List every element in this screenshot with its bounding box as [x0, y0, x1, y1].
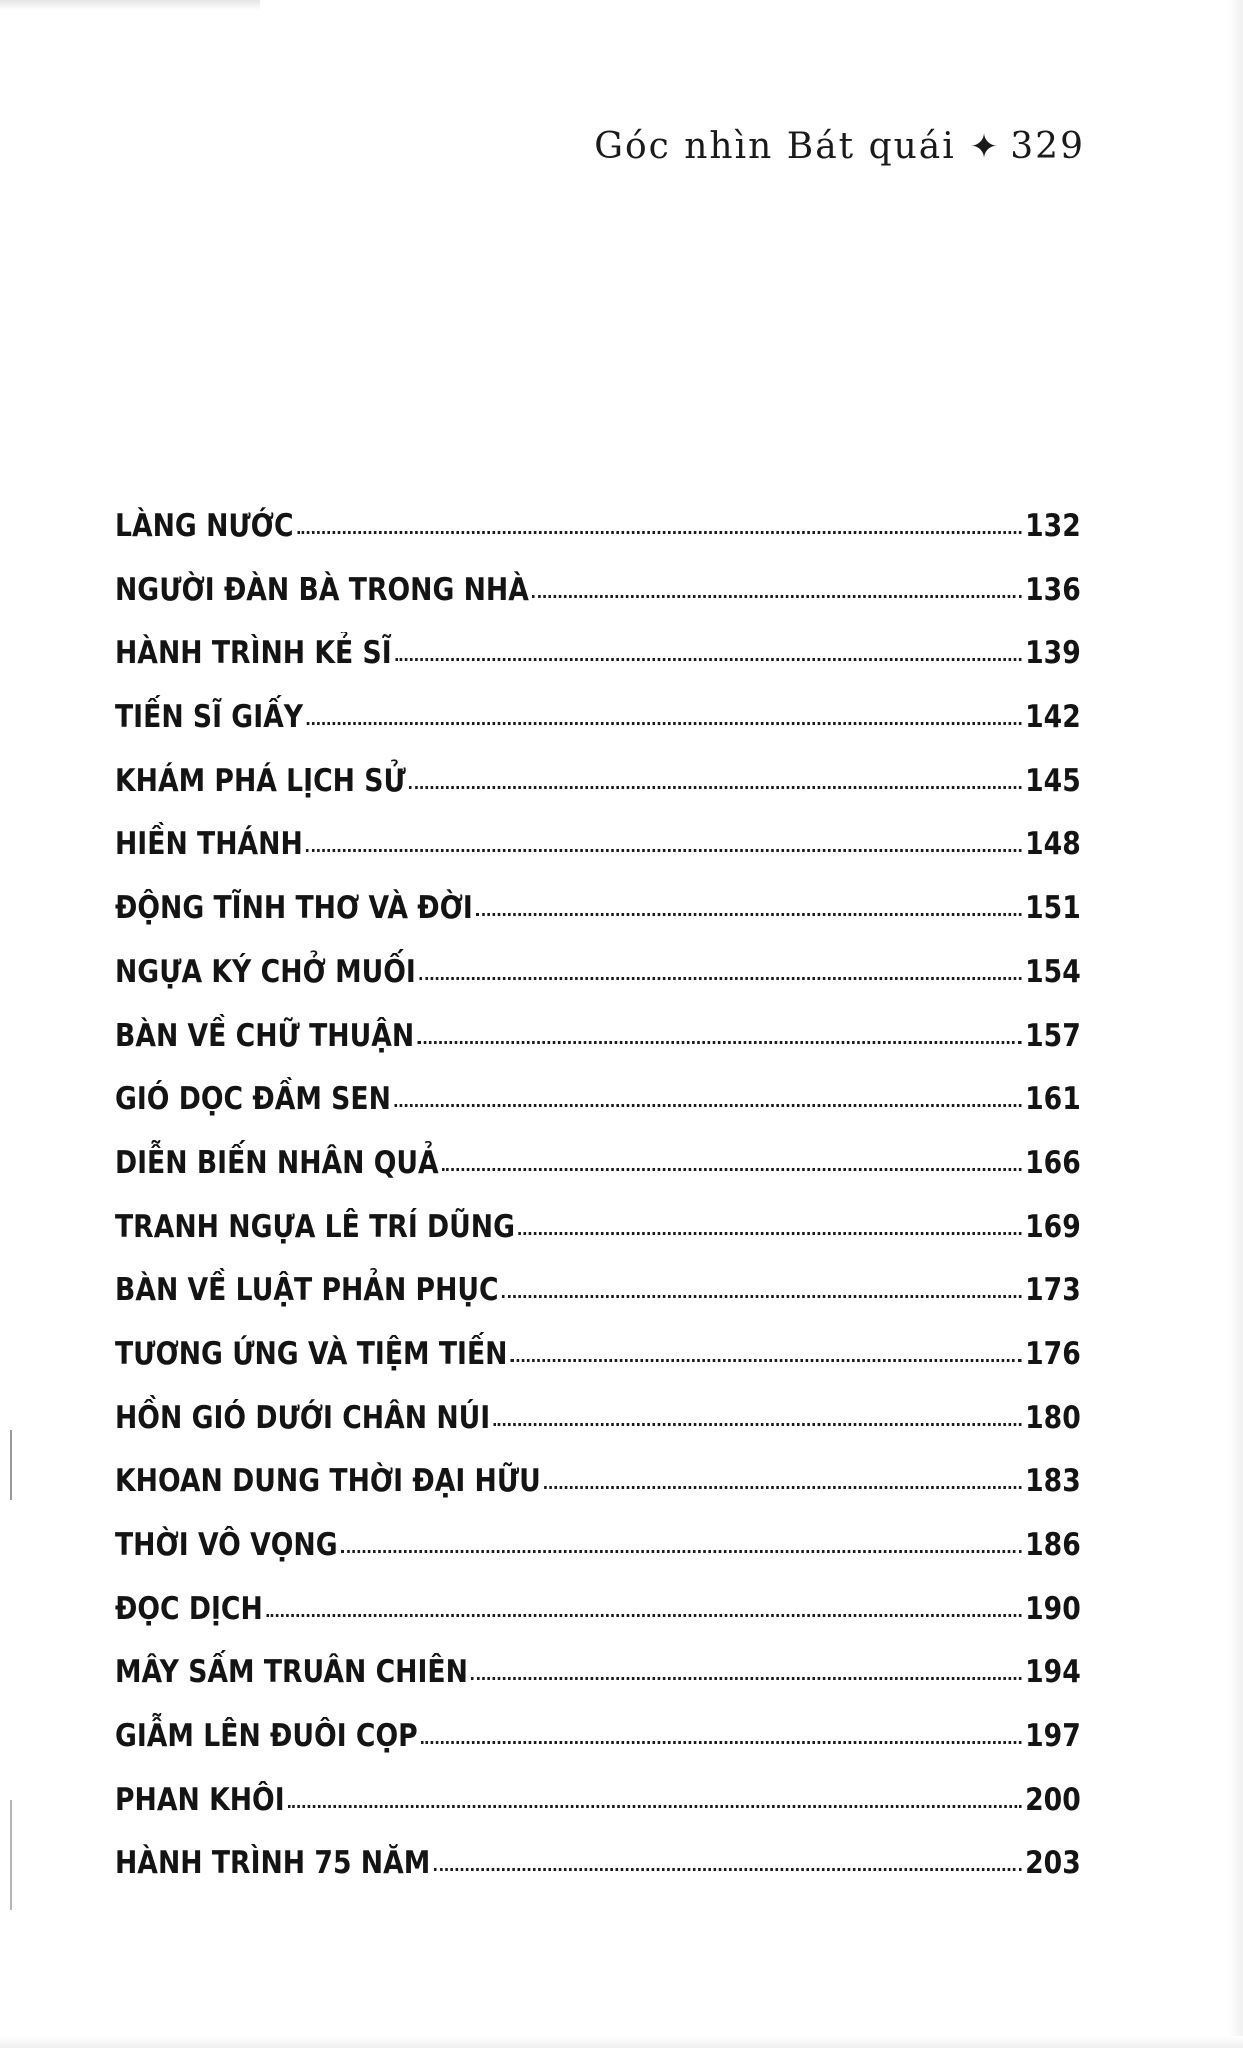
dot-leader: [544, 1486, 1021, 1489]
dot-leader: [518, 1232, 1021, 1235]
toc-entry-title: HỒN GIÓ DƯỚI CHÂN NÚI: [115, 1399, 491, 1436]
running-header-title: Góc nhìn Bát quái: [594, 126, 956, 167]
toc-entry[interactable]: [115, 572, 1081, 636]
toc-entry[interactable]: [115, 1845, 1081, 1909]
toc-entry-title: LÀNG NƯỚC: [115, 508, 294, 544]
toc-entry[interactable]: [115, 1400, 1081, 1464]
dot-leader: [297, 531, 1022, 534]
toc-entry-page: 190: [1025, 1590, 1081, 1627]
dot-leader: [288, 1805, 1022, 1808]
toc-entry[interactable]: [115, 508, 1081, 572]
running-header: [594, 126, 1085, 167]
toc-entry-page: 145: [1025, 762, 1081, 799]
toc-entry-page: 154: [1025, 953, 1081, 990]
star-ornament-icon: ✦: [969, 126, 1001, 167]
dot-leader: [418, 1041, 1022, 1044]
page-edge-shadow: [0, 2036, 1243, 2048]
toc-entry[interactable]: [115, 1463, 1081, 1527]
toc-entry-title: ĐỌC DỊCH: [115, 1590, 263, 1627]
toc-entry-title: HÀNH TRÌNH KẺ SĨ: [115, 635, 392, 672]
toc-entry-page: 151: [1025, 890, 1081, 927]
toc-entry[interactable]: [115, 699, 1081, 763]
toc-entry-title: GIÓ DỌC ĐẦM SEN: [115, 1081, 391, 1118]
dot-leader: [471, 1677, 1021, 1680]
page-number: 329: [1010, 126, 1085, 167]
dot-leader: [494, 1423, 1022, 1426]
toc-entry[interactable]: [115, 954, 1081, 1018]
toc-entry-page: 166: [1025, 1144, 1081, 1181]
toc-entry[interactable]: [115, 1018, 1081, 1082]
toc-entry-page: 194: [1025, 1654, 1081, 1691]
page-edge-shadow: [1229, 0, 1243, 2048]
dot-leader: [394, 1104, 1021, 1107]
toc-entry-title: HIỀN THÁNH: [115, 826, 303, 863]
dot-leader: [341, 1550, 1022, 1553]
toc-entry-title: KHÁM PHÁ LỊCH SỬ: [115, 762, 406, 799]
binding-mark: [10, 1800, 12, 1910]
toc-entry[interactable]: [115, 1336, 1081, 1400]
toc-entry-page: 176: [1025, 1335, 1081, 1372]
dot-leader: [476, 913, 1021, 916]
dot-leader: [306, 722, 1021, 725]
toc-entry[interactable]: [115, 890, 1081, 954]
dot-leader: [502, 1295, 1022, 1298]
toc-entry[interactable]: [115, 1527, 1081, 1591]
toc-entry-title: TRANH NGỰA LÊ TRÍ DŨNG: [115, 1208, 516, 1245]
toc-entry[interactable]: [115, 1782, 1081, 1846]
toc-entry-page: 139: [1025, 635, 1081, 672]
toc-entry-title: DIỄN BIẾN NHÂN QUẢ: [115, 1144, 439, 1181]
table-of-contents: [115, 508, 1081, 1909]
dot-leader: [395, 658, 1022, 661]
toc-entry[interactable]: [115, 1718, 1081, 1782]
toc-entry-page: 180: [1025, 1399, 1081, 1436]
toc-entry-title: KHOAN DUNG THỜI ĐẠI HỮU: [115, 1463, 541, 1500]
toc-entry-page: 169: [1025, 1208, 1081, 1245]
toc-entry[interactable]: [115, 1654, 1081, 1718]
dot-leader: [306, 849, 1021, 852]
toc-entry-title: BÀN VỀ CHỮ THUẬN: [115, 1017, 415, 1054]
binding-mark: [10, 1430, 12, 1500]
dot-leader: [409, 786, 1022, 789]
toc-entry[interactable]: [115, 1145, 1081, 1209]
toc-entry[interactable]: [115, 635, 1081, 699]
dot-leader: [421, 1741, 1022, 1744]
dot-leader: [419, 977, 1021, 980]
toc-entry[interactable]: [115, 1272, 1081, 1336]
toc-entry-page: 203: [1025, 1845, 1081, 1882]
toc-entry-title: BÀN VỀ LUẬT PHẢN PHỤC: [115, 1272, 499, 1309]
toc-entry-page: 186: [1025, 1527, 1081, 1563]
toc-entry-title: GIẪM LÊN ĐUÔI CỌP: [115, 1718, 418, 1755]
toc-entry-title: PHAN KHÔI: [115, 1781, 285, 1818]
toc-entry-page: 142: [1025, 699, 1081, 736]
toc-entry-title: THỜI VÔ VỌNG: [115, 1527, 338, 1563]
toc-entry-page: 197: [1025, 1718, 1081, 1755]
dot-leader: [532, 595, 1021, 598]
toc-entry-page: 200: [1025, 1781, 1081, 1818]
toc-entry[interactable]: [115, 763, 1081, 827]
toc-entry-title: MÂY SẤM TRUÂN CHIÊN: [115, 1654, 468, 1691]
dot-leader: [442, 1168, 1022, 1171]
toc-entry-title: ĐỘNG TĨNH THƠ VÀ ĐỜI: [115, 890, 473, 927]
toc-entry-title: NGỰA KÝ CHỞ MUỐI: [115, 953, 416, 990]
toc-entry-page: 161: [1025, 1081, 1081, 1118]
toc-entry-title: HÀNH TRÌNH 75 NĂM: [115, 1845, 431, 1882]
toc-entry[interactable]: [115, 1081, 1081, 1145]
toc-entry-page: 173: [1025, 1272, 1081, 1309]
toc-entry-page: 148: [1025, 826, 1081, 863]
dot-leader: [434, 1868, 1022, 1871]
toc-entry[interactable]: [115, 826, 1081, 890]
toc-entry-title: NGƯỜI ĐÀN BÀ TRONG NHÀ: [115, 571, 529, 608]
toc-entry-title: TƯƠNG ỨNG VÀ TIỆM TIẾN: [115, 1335, 508, 1372]
page-edge-shadow: [0, 0, 260, 10]
toc-entry[interactable]: [115, 1591, 1081, 1655]
toc-entry[interactable]: [115, 1209, 1081, 1273]
toc-entry-page: 157: [1025, 1017, 1081, 1054]
toc-entry-title: TIẾN SĨ GIẤY: [115, 699, 304, 736]
dot-leader: [511, 1359, 1022, 1362]
toc-entry-page: 183: [1025, 1463, 1081, 1500]
dot-leader: [266, 1614, 1021, 1617]
toc-entry-page: 136: [1025, 571, 1081, 608]
toc-entry-page: 132: [1025, 508, 1081, 544]
